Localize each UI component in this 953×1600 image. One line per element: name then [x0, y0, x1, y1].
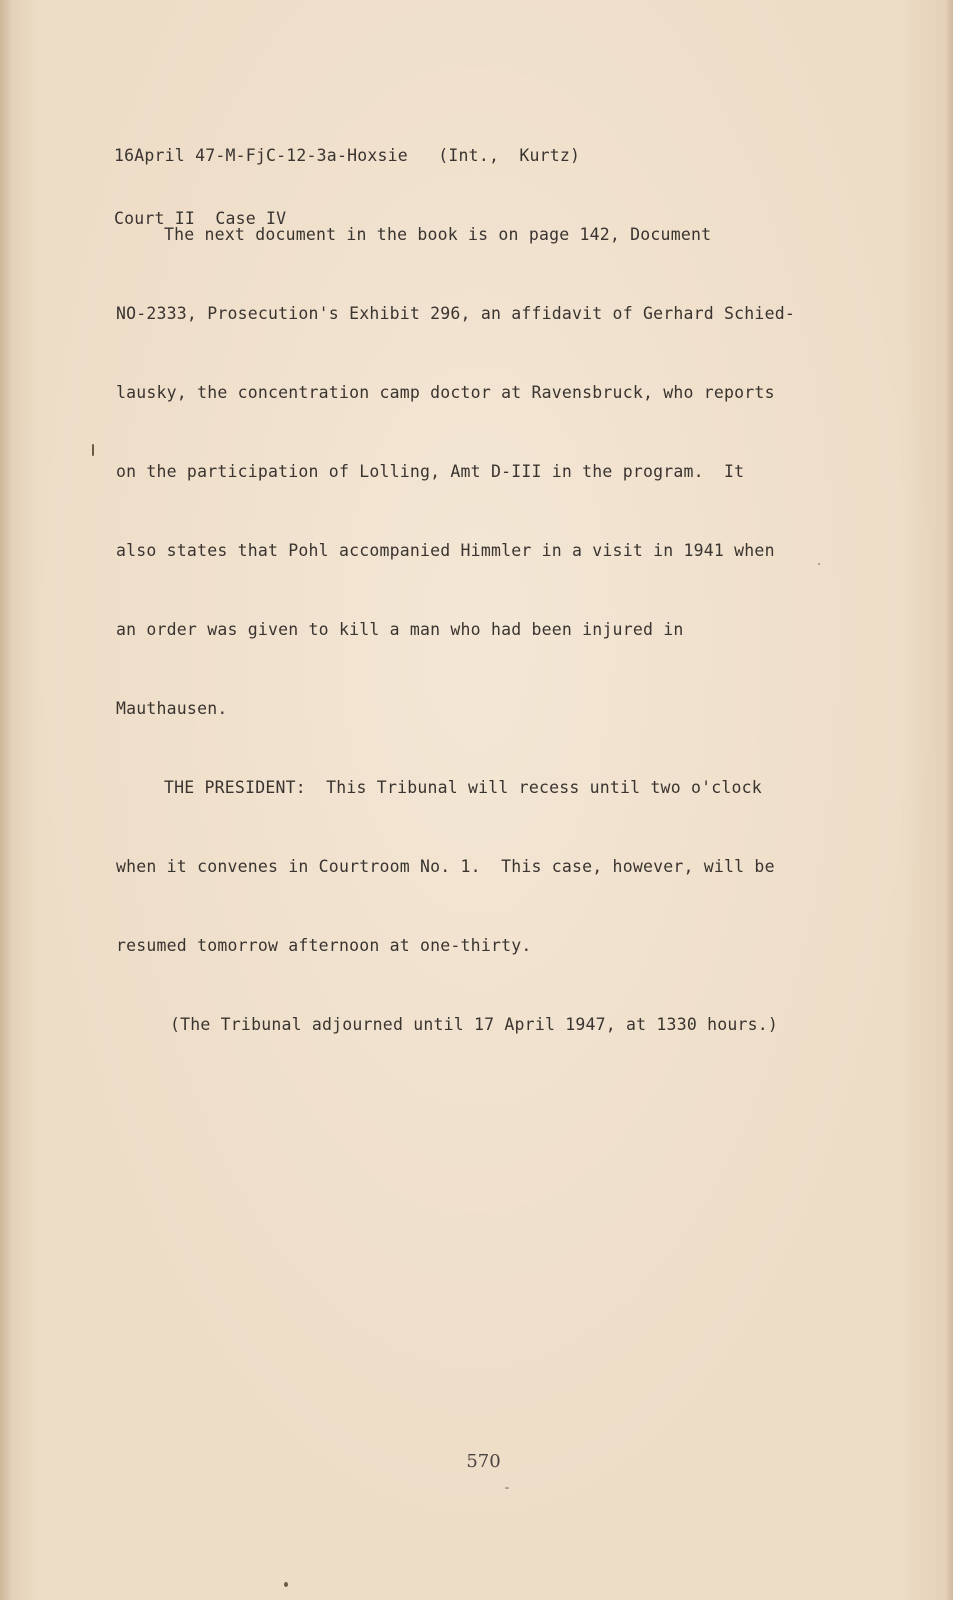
- paper-speck: [818, 563, 820, 565]
- transcript-line: The next document in the book is on page 142, Document: [164, 225, 712, 244]
- transcript-line: lausky, the concentration camp doctor at Ravensbruck, who reports: [116, 383, 775, 402]
- page-edge-right: [945, 0, 953, 1600]
- header-reference-line: 16April 47-M-FjC-12-3a-Hoxsie (Int., Kurtz): [114, 146, 581, 165]
- paper-speck: [284, 1582, 288, 1587]
- transcript-line: resumed tomorrow afternoon at one-thirty.: [116, 936, 532, 955]
- page-number: 570: [466, 1451, 501, 1472]
- page-edge-left: [0, 0, 12, 1600]
- paper-speck: [505, 1487, 509, 1489]
- transcript-line: when it convenes in Courtroom No. 1. This case, however, will be: [116, 857, 775, 876]
- transcript-line: on the participation of Lolling, Amt D-III in the program. It: [116, 462, 745, 481]
- transcript-body: [116, 185, 795, 1092]
- transcript-line: an order was given to kill a man who had been injured in: [116, 620, 684, 639]
- transcript-line: Mauthausen.: [116, 699, 228, 718]
- transcript-line: also states that Pohl accompanied Himmler in a visit in 1941 when: [116, 541, 775, 560]
- transcript-line: NO-2333, Prosecution's Exhibit 296, an affidavit of Gerhard Schied-: [116, 304, 795, 323]
- paper-speck: [92, 444, 94, 456]
- header-court-line: Court II Case IV: [114, 209, 287, 228]
- adjournment-note: (The Tribunal adjourned until 17 April 1947, at 1330 hours.): [170, 1015, 779, 1034]
- president-statement-line: THE PRESIDENT: This Tribunal will recess until two o'clock: [164, 778, 762, 797]
